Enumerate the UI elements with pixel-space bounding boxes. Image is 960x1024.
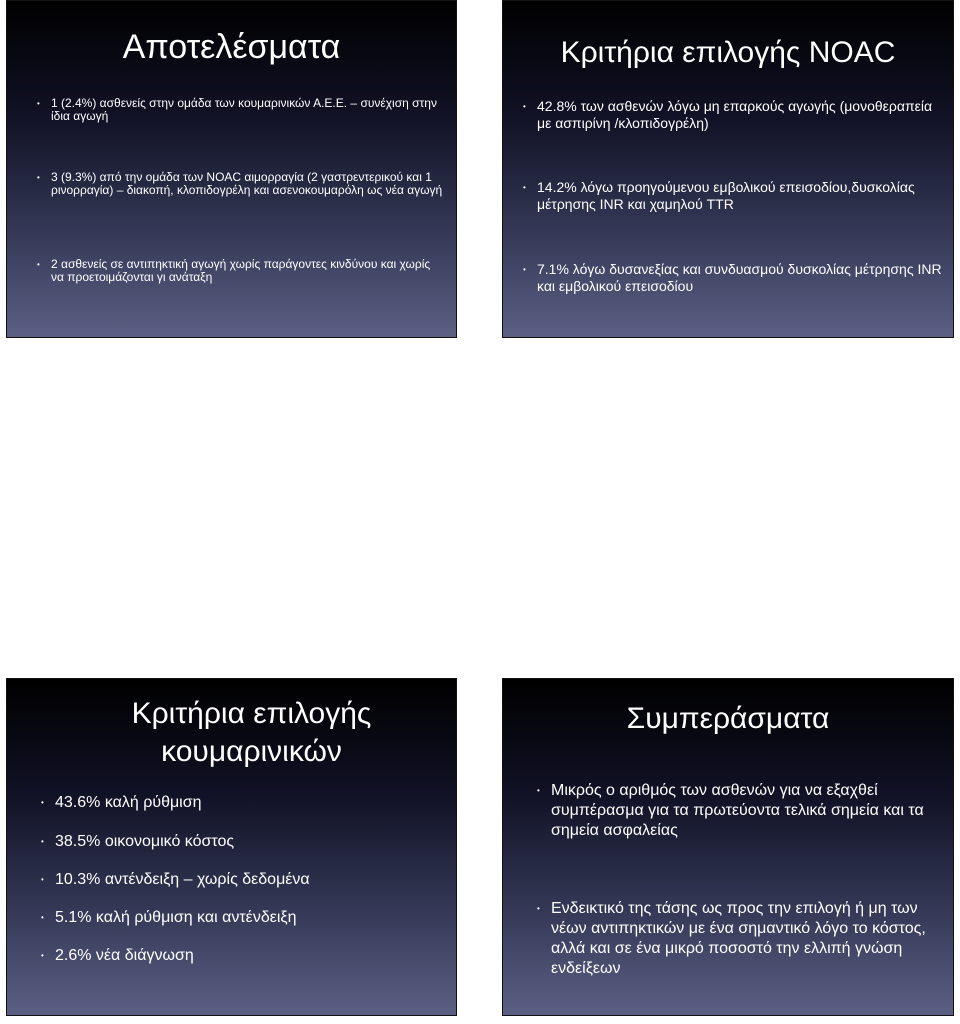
bullet-item (41, 870, 445, 890)
bullet-item (41, 946, 445, 966)
bullet-text: 2 ασθενείς σε αντιπηκτική αγωγή χωρίς παράγοντες κινδύνου και χωρίς να προετοιμάζονται γι ανάταξη (51, 257, 431, 284)
bullet-item (537, 899, 936, 979)
bullet-dot-icon: • (41, 798, 44, 807)
slide-title: Κριτήρια επιλογής κουμαρινικών (131, 697, 372, 768)
bullet-text: 2.6% νέα διάγνωση (55, 947, 194, 964)
bullet-text: 38.5% οικονομικό κόστος (55, 833, 235, 850)
bullet-text: 3 (9.3%) από την ομάδα των NOAC αιμορραγία (2 γαστρεντερικού και 1 ρινορραγία) – διακοπή, κλοπιδογρέλη και ασενοκουμαρόλη ως νέα αγωγή (51, 170, 443, 197)
bullet-item (37, 170, 446, 197)
bullet-text: 14.2% λόγω προηγούμενου εμβολικού επεισοδίου,δυσκολίας μέτρησης INR και χαμηλού TTR (537, 179, 915, 212)
bullet-dot-icon: • (523, 265, 526, 274)
bullet-dot-icon: • (537, 904, 540, 913)
bullet-dot-icon: • (41, 837, 44, 846)
bullet-text: 1 (2.4%) ασθενείς στην ομάδα των κουμαρινικών Α.Ε.Ε. – συνέχιση στην ίδια αγωγή (51, 96, 437, 123)
bullet-text: 5.1% καλή ρύθμιση και αντένδειξη (55, 909, 297, 926)
bullet-item (523, 179, 947, 213)
slide-conclusions (502, 678, 954, 1016)
slide-results (6, 0, 457, 338)
bullet-text: 42.8% των ασθενών λόγω μη επαρκούς αγωγής (μονοθεραπεία με ασπιρίνη /κλοπιδογρέλη) (537, 98, 933, 131)
bullet-item (37, 96, 446, 123)
bullet-text: 7.1% λόγω δυσανεξίας και συνδυασμού δυσκολίας μέτρησης INR και εμβολικού επεισοδίου (537, 261, 942, 294)
bullet-text: Ενδεικτικό της τάσης ως προς την επιλογή ή μη των νέων αντιπηκτικών με ένα σημαντικό λόγο το κόστος, αλλά και σε ένα μικρό ποσοστό την ελλιπή γνώση ενδείξεων (551, 900, 926, 977)
bullet-dot-icon: • (37, 260, 40, 269)
bullet-text: Μικρός ο αριθμός των ασθενών για να εξαχθεί συμπέρασμα για τα πρωτεύοντα τελικά σημεία και τα σημεία ασφαλείας (551, 782, 924, 839)
bullet-dot-icon: • (41, 875, 44, 884)
bullet-text: 43.6% καλή ρύθμιση (55, 794, 202, 811)
slide-coumarin-criteria (6, 678, 457, 1016)
bullet-dot-icon: • (37, 99, 40, 108)
bullet-item (37, 257, 446, 284)
slide-title: Αποτελέσματα (122, 28, 341, 66)
bullet-text: 10.3% αντένδειξη – χωρίς δεδομένα (55, 871, 310, 888)
bullet-dot-icon: • (537, 786, 540, 795)
slide-noac-criteria (502, 0, 954, 338)
bullet-item (523, 98, 947, 132)
bullet-item (41, 793, 445, 813)
bullet-item (41, 832, 445, 852)
bullet-item (537, 781, 936, 841)
bullet-dot-icon: • (523, 102, 526, 111)
bullet-item (41, 908, 445, 928)
slide-title: Κριτήρια επιλογής NOAC (560, 36, 896, 69)
bullet-dot-icon: • (41, 951, 44, 960)
slide-title: Συμπεράσματα (626, 702, 830, 735)
bullet-dot-icon: • (523, 183, 526, 192)
bullet-dot-icon: • (41, 913, 44, 922)
bullet-item (523, 261, 947, 295)
bullet-dot-icon: • (37, 173, 40, 182)
